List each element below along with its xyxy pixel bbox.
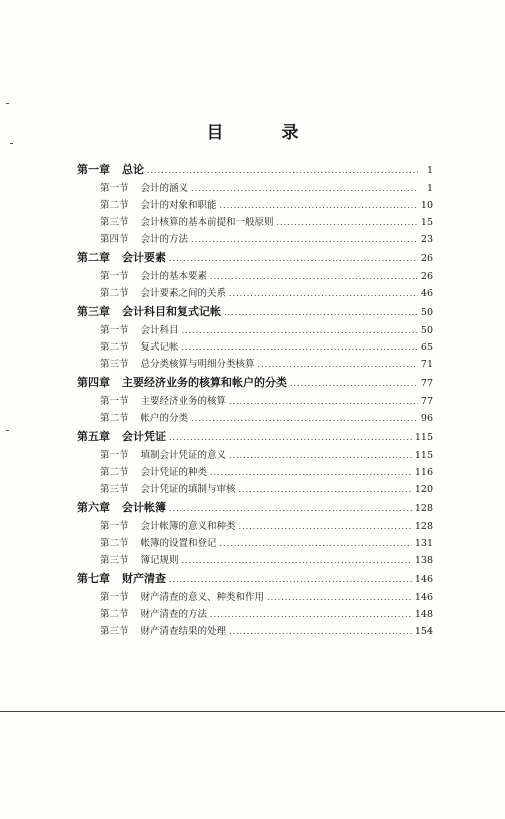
section-title: 会计的方法: [140, 234, 189, 245]
section-page-number: 1: [426, 183, 433, 194]
chapter-title: 总论: [122, 163, 144, 176]
toc-chapter-row: [77, 160, 433, 180]
dot-leader: [229, 393, 418, 410]
scan-mark: [6, 430, 9, 431]
dot-leader: [169, 249, 418, 269]
section-title: 帐簿的设置和登记: [140, 538, 217, 549]
dot-leader: [182, 322, 418, 339]
section-title: 帐户的分类: [140, 413, 189, 424]
toc-chapter-row: [77, 427, 433, 447]
section-number: 第二节: [100, 342, 129, 353]
toc-chapter-row: [77, 498, 433, 518]
dot-leader: [239, 481, 412, 498]
toc-section-row: [77, 410, 433, 427]
dot-leader: [229, 623, 412, 640]
toc-chapter-row: [77, 302, 433, 322]
chapter-title: 财产清查: [122, 572, 166, 585]
section-number: 第一节: [100, 450, 129, 461]
section-number: 第二节: [100, 288, 129, 299]
section-page-number: 148: [414, 609, 433, 620]
dot-leader: [224, 303, 418, 323]
chapter-title: 主要经济业务的核算和帐户的分类: [122, 376, 287, 389]
toc-section-row: [77, 589, 433, 606]
section-page-number: 115: [414, 450, 433, 461]
chapter-number: 第一章: [77, 163, 110, 176]
section-number: 第三节: [100, 484, 129, 495]
section-title: 财产清查的方法: [140, 609, 208, 620]
section-title: 会计凭证的种类: [140, 467, 208, 478]
section-page-number: 46: [420, 288, 433, 299]
dot-leader: [147, 161, 418, 181]
chapter-title: 会计帐簿: [122, 501, 166, 514]
chapter-title: 会计科目和复式记帐: [122, 305, 221, 318]
toc-section-row: [77, 464, 433, 481]
section-title: 簿记规则: [140, 555, 179, 566]
toc-section-row: [77, 356, 433, 373]
section-title: 会计的对象和职能: [140, 200, 217, 211]
section-number: 第三节: [100, 626, 129, 637]
dot-leader: [267, 589, 412, 606]
section-number: 第一节: [100, 396, 129, 407]
section-number: 第四节: [100, 234, 129, 245]
dot-leader: [191, 410, 418, 427]
toc-chapter-row: [77, 248, 433, 268]
chapter-page-number: 146: [414, 574, 433, 585]
section-page-number: 71: [420, 359, 433, 370]
section-page-number: 128: [414, 521, 433, 532]
section-page-number: 146: [414, 592, 433, 603]
chapter-number: 第四章: [77, 376, 110, 389]
toc-section-row: [77, 322, 433, 339]
dot-leader: [239, 518, 412, 535]
toc-section-row: [77, 285, 433, 302]
section-number: 第三节: [100, 359, 129, 370]
dot-leader: [169, 428, 412, 448]
chapter-title: 会计凭证: [122, 430, 166, 443]
dot-leader: [191, 231, 418, 248]
section-page-number: 26: [420, 271, 433, 282]
toc-section-row: [77, 268, 433, 285]
section-title: 财产清查的意义、种类和作用: [140, 592, 265, 603]
section-number: 第二节: [100, 200, 129, 211]
dot-leader: [210, 464, 412, 481]
toc-section-row: [77, 447, 433, 464]
section-page-number: 10: [420, 200, 433, 211]
dot-leader: [169, 499, 412, 519]
section-number: 第二节: [100, 538, 129, 549]
section-page-number: 65: [420, 342, 433, 353]
section-title: 财产清查结果的处理: [140, 626, 227, 637]
dot-leader: [277, 214, 418, 231]
table-of-contents: [77, 160, 433, 640]
toc-section-row: [77, 518, 433, 535]
chapter-page-number: 1: [426, 165, 433, 176]
chapter-number: 第六章: [77, 501, 110, 514]
chapter-page-number: 115: [414, 432, 433, 443]
section-page-number: 116: [414, 467, 433, 478]
dot-leader: [258, 356, 418, 373]
section-title: 复式记帐: [140, 342, 179, 353]
section-number: 第三节: [100, 217, 129, 228]
section-number: 第三节: [100, 555, 129, 566]
section-title: 会计科目: [140, 325, 179, 336]
toc-section-row: [77, 552, 433, 569]
dot-leader: [229, 447, 412, 464]
dot-leader: [220, 535, 412, 552]
section-title: 会计的涵义: [140, 183, 189, 194]
chapter-number: 第五章: [77, 430, 110, 443]
section-title: 会计核算的基本前提和一般原则: [140, 217, 274, 228]
toc-section-row: [77, 393, 433, 410]
bottom-rule: [0, 711, 505, 712]
dot-leader: [290, 374, 418, 394]
chapter-title: 会计要素: [122, 251, 166, 264]
section-page-number: 15: [420, 217, 433, 228]
section-title: 会计要素之间的关系: [140, 288, 227, 299]
section-title: 会计的基本要素: [140, 271, 208, 282]
section-title: 会计帐簿的意义和种类: [140, 521, 236, 532]
section-number: 第一节: [100, 521, 129, 532]
section-number: 第二节: [100, 467, 129, 478]
toc-section-row: [77, 180, 433, 197]
dot-leader: [210, 606, 412, 623]
section-page-number: 154: [414, 626, 433, 637]
chapter-page-number: 77: [420, 378, 433, 389]
chapter-number: 第三章: [77, 305, 110, 318]
dot-leader: [220, 197, 418, 214]
section-page-number: 120: [414, 484, 433, 495]
section-number: 第一节: [100, 271, 129, 282]
section-title: 主要经济业务的核算: [140, 396, 227, 407]
toc-section-row: [77, 231, 433, 248]
section-number: 第二节: [100, 609, 129, 620]
dot-leader: [210, 268, 418, 285]
toc-section-row: [77, 481, 433, 498]
section-number: 第一节: [100, 592, 129, 603]
section-page-number: 50: [420, 325, 433, 336]
chapter-page-number: 128: [414, 503, 433, 514]
toc-section-row: [77, 339, 433, 356]
section-page-number: 131: [414, 538, 433, 549]
page-title: 目 录: [206, 123, 325, 143]
section-title: 填制会计凭证的意义: [140, 450, 227, 461]
scan-mark: [10, 143, 13, 144]
dot-leader: [169, 570, 412, 590]
chapter-number: 第七章: [77, 572, 110, 585]
dot-leader: [182, 552, 412, 569]
section-page-number: 138: [414, 555, 433, 566]
section-page-number: 77: [420, 396, 433, 407]
section-number: 第一节: [100, 325, 129, 336]
chapter-page-number: 26: [420, 253, 433, 264]
toc-chapter-row: [77, 569, 433, 589]
scan-mark: [6, 103, 9, 104]
section-page-number: 23: [420, 234, 433, 245]
toc-section-row: [77, 535, 433, 552]
toc-section-row: [77, 623, 433, 640]
section-number: 第一节: [100, 183, 129, 194]
chapter-page-number: 50: [420, 307, 433, 318]
section-number: 第二节: [100, 413, 129, 424]
toc-section-row: [77, 197, 433, 214]
chapter-number: 第二章: [77, 251, 110, 264]
dot-leader: [182, 339, 418, 356]
toc-chapter-row: [77, 373, 433, 393]
section-page-number: 96: [420, 413, 433, 424]
toc-section-row: [77, 606, 433, 623]
section-title: 会计凭证的填制与审核: [140, 484, 236, 495]
dot-leader: [229, 285, 418, 302]
toc-section-row: [77, 214, 433, 231]
section-title: 总分类核算与明细分类核算: [140, 359, 255, 370]
dot-leader: [191, 180, 418, 197]
